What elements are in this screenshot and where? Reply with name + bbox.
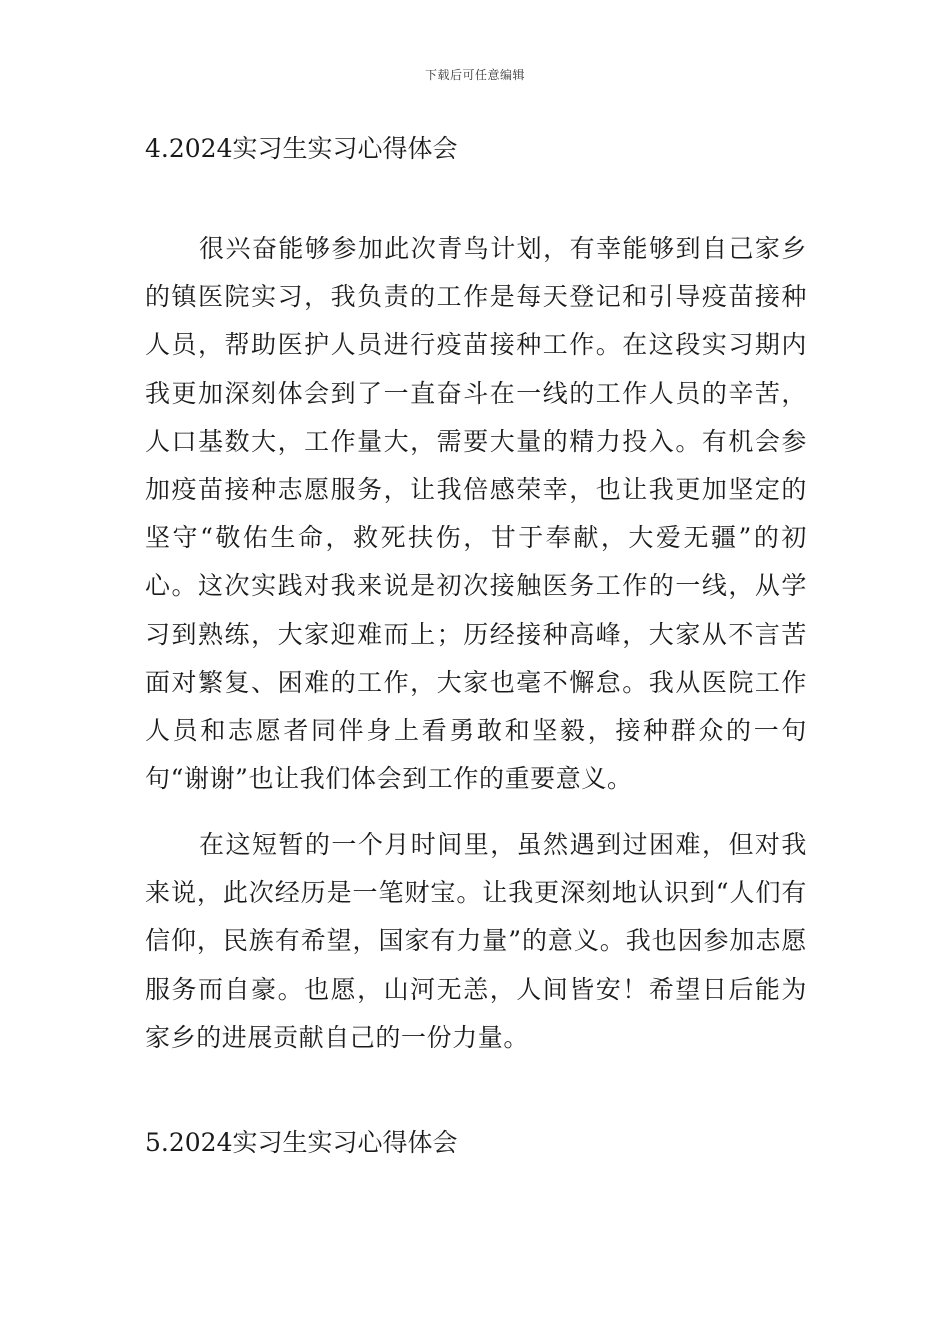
- body-paragraph: 在这短暂的一个月时间里，虽然遇到过困难，但对我来说，此次经历是一笔财宝。让我更深刻地认识到“人们有信仰，民族有希望，国家有力量”的意义。我也因参加志愿服务而自豪。也愿，山河无恙，人间皆安！希望日后能为家乡的进展贡献自己的一份力量。: [145, 830, 807, 1052]
- body-paragraph: 很兴奋能够参加此次青鸟计划，有幸能够到自己家乡的镇医院实习，我负责的工作是每天登记和引导疫苗接种人员，帮助医护人员进行疫苗接种工作。在这段实习期内我更加深刻体会到了一直奋斗在一线的工作人员的辛苦，人口基数大，工作量大，需要大量的精力投入。有机会参加疫苗接种志愿服务，让我倍感荣幸，也让我更加坚定的坚守“敬佑生命，救死扶伤，甘于奉献，大爱无疆”的初心。这次实践对我来说是初次接触医务工作的一线，从学习到熟练，大家迎难而上；历经接种高峰，大家从不言苦面对繁复、困难的工作，大家也毫不懈怠。我从医院工作人员和志愿者同伴身上看勇敢和坚毅，接种群众的一句句“谢谢”也让我们体会到工作的重要意义。: [145, 234, 807, 794]
- page-header-note: 下载后可任意编辑: [424, 68, 525, 82]
- section-heading: 4.2024实习生实习心得体会: [145, 134, 458, 163]
- section-heading: 5.2024实习生实习心得体会: [145, 1128, 458, 1157]
